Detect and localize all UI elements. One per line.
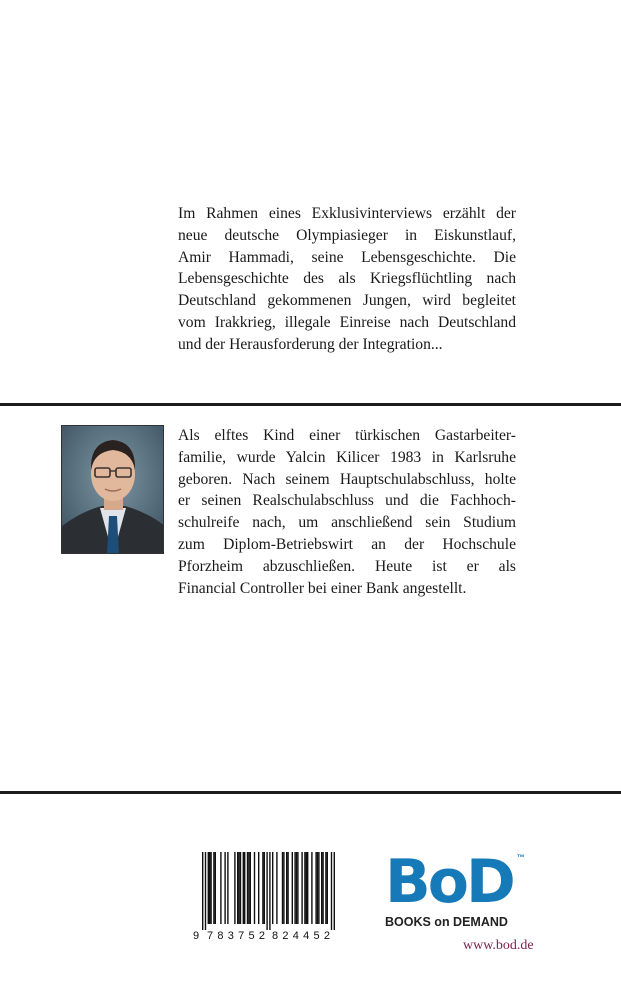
trademark-symbol: ™	[516, 853, 525, 862]
barcode-bar	[264, 852, 265, 924]
barcode-bar	[248, 852, 249, 924]
barcode-bar	[262, 852, 263, 924]
bio-line: Financial Controller bei einer Bank angestellt.	[178, 579, 467, 597]
barcode-bar	[334, 852, 335, 930]
publisher-url[interactable]: www.bod.de	[463, 938, 534, 953]
barcode-bar	[227, 852, 228, 924]
barcode-bar	[237, 852, 238, 924]
barcode-bar	[315, 852, 316, 924]
barcode-bar	[325, 852, 326, 924]
barcode-bar	[304, 852, 305, 924]
bio-line: geboren. Nach seinem Hauptschulabschluss, holte	[178, 470, 516, 488]
blurb-line: und der Herausforderung der Integration...	[178, 335, 443, 353]
barcode-bar	[215, 852, 216, 924]
bod-logo-row	[385, 847, 535, 917]
barcode-bar	[318, 852, 319, 924]
barcode-bar	[307, 852, 308, 924]
barcode-bar	[269, 852, 270, 930]
blurb-line: vom Irakkrieg, illegale Einreise nach Deutschland	[178, 313, 516, 331]
barcode-bar	[327, 852, 328, 924]
barcode-bar	[276, 852, 277, 924]
barcode-right-digits: 824452	[272, 930, 330, 942]
divider-bottom	[0, 791, 621, 794]
barcode-bar	[202, 852, 203, 930]
barcode-bar	[321, 852, 322, 924]
barcode-bar	[213, 852, 214, 924]
bod-logo-text: BoD	[385, 847, 513, 917]
barcode-bar	[296, 852, 297, 924]
barcode-bar	[311, 852, 312, 924]
barcode-bar	[287, 852, 288, 924]
barcode-bar	[208, 852, 209, 924]
barcode-bar	[292, 852, 293, 924]
barcode-bar	[220, 852, 221, 924]
barcode-bar	[258, 852, 259, 924]
blurb-line: neue deutsche Olympiasieger in Eiskunstlauf,	[178, 226, 516, 244]
divider-top	[0, 403, 621, 406]
barcode-bar	[266, 852, 267, 930]
blurb-line: Lebensgeschichte des als Kriegsflüchtling nach	[178, 270, 516, 288]
bio-line: er seinen Realschulabschluss und die Fachhoch-	[178, 492, 516, 510]
bio-line: Pforzheim abzuschließen. Heute ist er als	[178, 557, 516, 575]
barcode-bar	[286, 852, 287, 924]
bio-line: zum Diplom-Betriebswirt an der Hochschule	[178, 535, 516, 553]
barcode-bar	[282, 852, 283, 924]
barcode-bar	[306, 852, 307, 924]
barcode-bar	[331, 852, 332, 930]
barcode-bar	[317, 852, 318, 924]
barcode-bar	[301, 852, 302, 924]
bio-line: familie, wurde Yalcin Kilicer 1983 in Karlsruhe	[178, 448, 516, 466]
blurb-line: Deutschland gekommenen Jungen, wird begleitet	[178, 292, 516, 310]
barcode-bars	[202, 852, 335, 930]
barcode-bar	[254, 852, 255, 924]
barcode-bar	[244, 852, 245, 924]
barcode-bar	[240, 852, 241, 924]
bod-logo	[385, 847, 535, 929]
barcode-bar	[322, 852, 323, 924]
barcode-bar	[238, 852, 239, 924]
barcode-bar	[283, 852, 284, 924]
barcode-bar	[234, 852, 235, 924]
bio-line: Als elftes Kind einer türkischen Gastarbeiter-	[178, 427, 516, 444]
barcode-bar	[210, 852, 211, 924]
blurb-line: Im Rahmen eines Exklusivinterviews erzählt der	[178, 205, 516, 222]
barcode-bar	[247, 852, 248, 924]
author-photo	[61, 425, 164, 554]
bod-tagline: BOOKS on DEMAND	[385, 915, 508, 929]
barcode-bar	[209, 852, 210, 924]
barcode-bar	[294, 852, 295, 924]
author-bio	[178, 425, 516, 599]
blurb-line: Amir Hammadi, seine Lebensgeschichte. Die	[178, 248, 516, 266]
barcode-bar	[205, 852, 206, 930]
barcode-bar	[250, 852, 251, 924]
barcode-bar	[224, 852, 225, 924]
barcode-left-digits: 783752	[207, 930, 265, 942]
bio-line: schulreife nach, um anschließend sein Studium	[178, 514, 516, 532]
isbn-barcode	[190, 852, 340, 942]
barcode-bar	[243, 852, 244, 924]
blurb-text	[178, 203, 516, 356]
barcode-bar	[297, 852, 298, 924]
barcode-first-digit: 9	[193, 930, 200, 942]
barcode-bar	[272, 852, 273, 924]
